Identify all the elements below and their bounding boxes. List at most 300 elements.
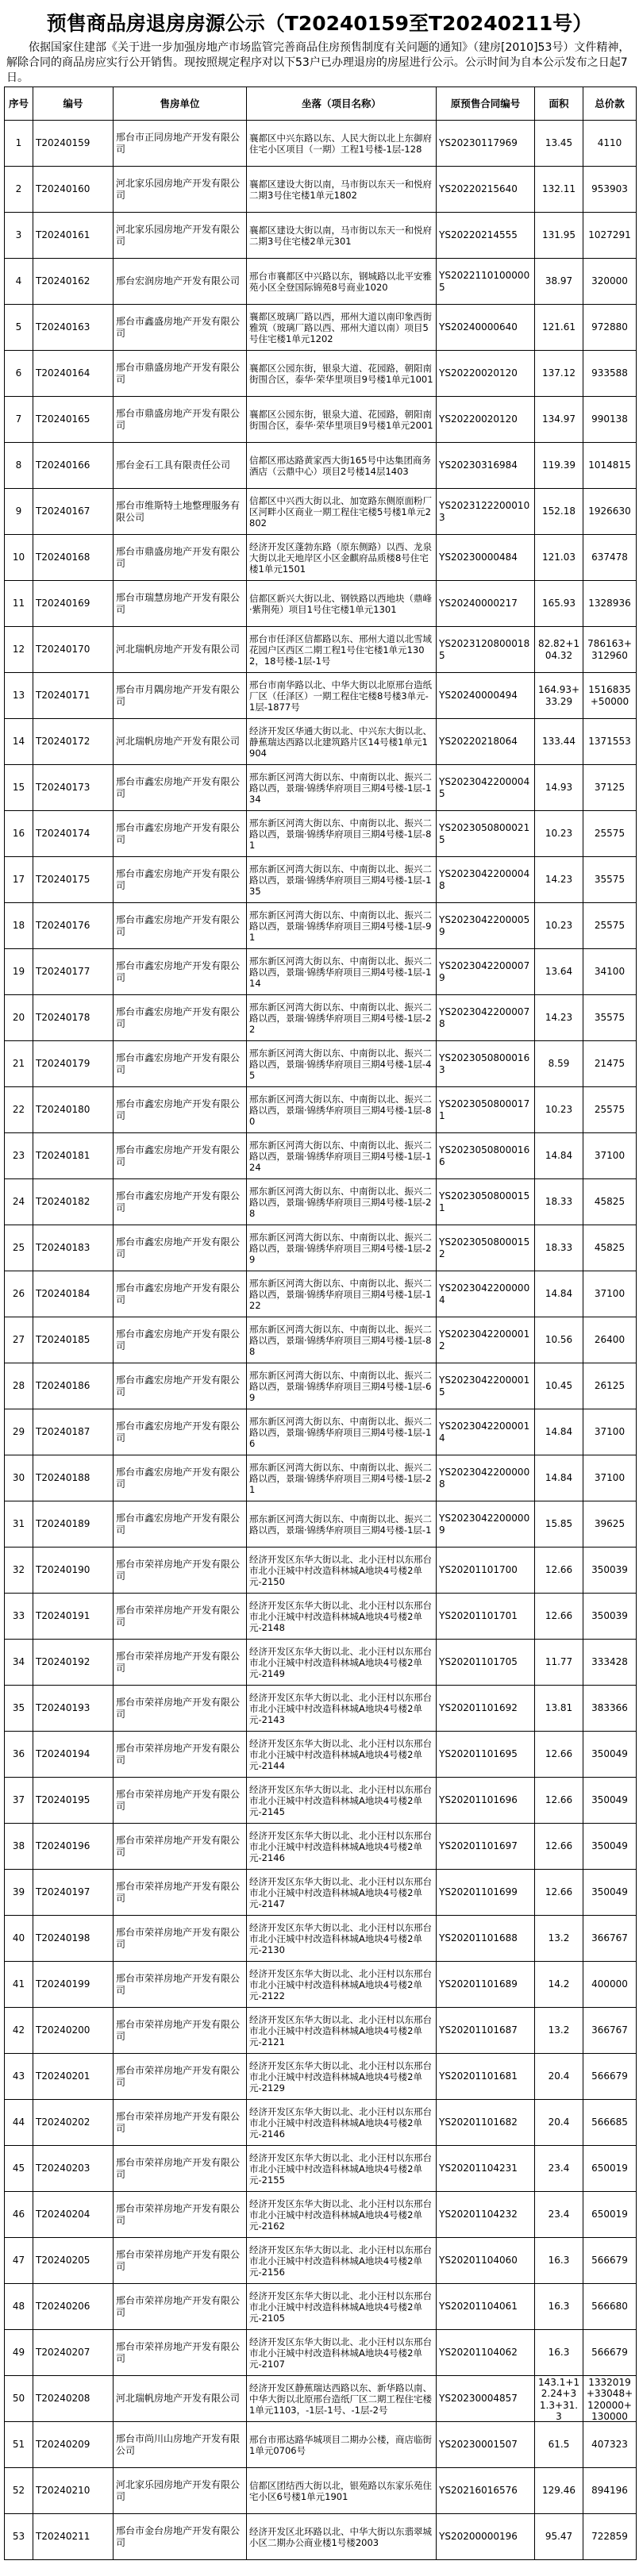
cell-contract-text: YS20230422000045 <box>439 776 530 799</box>
table-row <box>5 1548 637 1594</box>
cell-price <box>583 2330 637 2376</box>
cell-location-text: 经济开发区东华大街以北、北小汪村以东邢台市北小汪城中村改造科林城A地块4号楼2单元-2148 <box>249 1599 432 1633</box>
cell-contract <box>437 1133 535 1179</box>
cell-area <box>535 2192 583 2238</box>
cell-code-text: T20240175 <box>36 874 90 886</box>
cell-price-text: 894196 <box>591 2485 628 2497</box>
cell-seller-text: 邢台市月隅房地产开发有限公司 <box>116 684 241 707</box>
cell-price <box>583 121 637 167</box>
cell-seq-text: 29 <box>12 1426 25 1438</box>
cell-location-text: 经济开发区东华大街以北、北小汪村以东邢台市北小汪城中村改造科林城A地块4号楼2单元-2146 <box>249 1829 432 1863</box>
cell-location <box>247 1870 437 1916</box>
cell-price-text: 383366 <box>591 1702 628 1714</box>
cell-area-text: 95.47 <box>545 2531 573 2543</box>
cell-seq-text: 26 <box>12 1288 25 1300</box>
cell-seller-text: 邢台市鑫宏房地产开发有限公司 <box>116 1467 241 1490</box>
cell-area-text: 14.2 <box>548 1978 570 1990</box>
cell-seller <box>114 2514 247 2560</box>
cell-area <box>535 1225 583 1271</box>
cell-location-text: 经济开发区东华大街以北、北小汪村以东邢台市北小汪城中村改造科林城A地块4号楼2单元-2150 <box>249 1553 432 1587</box>
cell-seq-text: 43 <box>12 2070 25 2082</box>
cell-seller-text: 邢台市鑫宏房地产开发有限公司 <box>116 868 241 891</box>
cell-location <box>247 811 437 857</box>
cell-contract-text: YS20230422000079 <box>439 960 530 983</box>
cell-seller-text: 邢台市鑫宏房地产开发有限公司 <box>116 1513 241 1536</box>
cell-contract <box>437 765 535 811</box>
cell-seq <box>5 2192 33 2238</box>
cell-code-text: T20240192 <box>36 1656 90 1668</box>
header-row <box>5 87 637 121</box>
cell-contract-text: YS20230508000171 <box>439 1098 530 1121</box>
cell-seq-text: 1 <box>15 137 22 149</box>
cell-location <box>247 903 437 949</box>
cell-seq-text: 45 <box>12 2163 25 2174</box>
cell-contract <box>437 1455 535 1501</box>
cell-code-text: T20240190 <box>36 1564 90 1576</box>
cell-area <box>535 1778 583 1824</box>
cell-area-text: 61.5 <box>548 2439 570 2451</box>
cell-code-text: T20240181 <box>36 1150 90 1162</box>
cell-seller-text: 邢台宏润房地产开发有限公司 <box>116 275 241 287</box>
cell-location <box>247 673 437 719</box>
cell-area-text: 134.97 <box>542 413 575 425</box>
table-row <box>5 1594 637 1640</box>
cell-area-text: 14.23 <box>545 874 573 886</box>
cell-location-text: 邢东新区河湾大街以东、中南街以北、振兴二路以西，景瑞·锦绣华府项目三期4号楼-1层-80 <box>249 1093 432 1127</box>
cell-seq-text: 22 <box>12 1104 25 1116</box>
cell-contract-text: YS20201104060 <box>439 2255 518 2266</box>
cell-contract-text: YS20201101705 <box>439 1656 518 1668</box>
cell-price <box>583 2514 637 2560</box>
cell-location <box>247 1179 437 1225</box>
cell-price <box>583 213 637 259</box>
cell-contract <box>437 1962 535 2008</box>
cell-location-text: 襄都区建设大街以南，马市街以东天一和悦府二期3号住宅楼2单元301 <box>249 224 432 247</box>
cell-location <box>247 1271 437 1317</box>
cell-seller-text: 邢台市鑫盛房地产开发有限公司 <box>116 316 241 339</box>
cell-location <box>247 2238 437 2284</box>
cell-price-text: 45825 <box>594 1196 626 1208</box>
cell-area-text: 14.93 <box>545 782 573 794</box>
cell-contract <box>437 2284 535 2330</box>
cell-seller-text: 邢台市鑫宏房地产开发有限公司 <box>116 776 241 799</box>
cell-code-text: T20240189 <box>36 1518 90 1530</box>
cell-seq-text: 5 <box>15 321 22 333</box>
cell-code-text: T20240164 <box>36 367 90 379</box>
cell-area <box>535 1409 583 1455</box>
cell-location <box>247 581 437 627</box>
cell-seq-text: 20 <box>12 1012 25 1024</box>
cell-location-text: 经济开发区东华大街以北、北小汪村以东邢台市北小汪城中村改造科林城A地块4号楼2单元-2130 <box>249 1921 432 1955</box>
cell-price <box>583 1548 637 1594</box>
cell-seller-text: 邢台市鑫宏房地产开发有限公司 <box>116 822 241 845</box>
cell-price-text: 1926630 <box>588 506 631 517</box>
cell-seller <box>114 2330 247 2376</box>
cell-price-text: 35575 <box>594 874 626 886</box>
table-row <box>5 1041 637 1087</box>
cell-code-text: T20240196 <box>36 1840 90 1852</box>
cell-area <box>535 397 583 443</box>
cell-price <box>583 2422 637 2468</box>
cell-area-text: 12.66 <box>545 1564 573 1576</box>
cell-price <box>583 1962 637 2008</box>
cell-price-text: 650019 <box>591 2163 628 2174</box>
table-row <box>5 397 637 443</box>
cell-seller <box>114 1916 247 1962</box>
cell-location <box>247 1363 437 1409</box>
cell-price <box>583 1133 637 1179</box>
cell-area <box>535 167 583 213</box>
cell-code <box>33 1501 114 1548</box>
cell-location <box>247 949 437 995</box>
cell-seller <box>114 2238 247 2284</box>
cell-location-text: 邢东新区河湾大街以东、中南街以北、振兴二路以西，景瑞·锦绣华府项目三期4号楼-1层-28 <box>249 1185 432 1219</box>
cell-seq-text: 53 <box>12 2531 25 2543</box>
cell-price-text: 566679 <box>591 2255 628 2266</box>
table-row <box>5 903 637 949</box>
cell-price-text: 25575 <box>594 920 626 932</box>
cell-price <box>583 2054 637 2100</box>
cell-price-text: 566679 <box>591 2347 628 2359</box>
cell-seller <box>114 995 247 1041</box>
cell-price <box>583 2008 637 2054</box>
table-row <box>5 949 637 995</box>
cell-location-text: 邢东新区河湾大街以东、中南街以北、振兴二路以西，景瑞·锦绣华府项目三期4号楼-1层-88 <box>249 1323 432 1357</box>
cell-contract <box>437 1501 535 1548</box>
cell-location <box>247 1041 437 1087</box>
cell-seller <box>114 1686 247 1732</box>
table-row <box>5 1778 637 1824</box>
cell-code <box>33 581 114 627</box>
cell-location <box>247 351 437 397</box>
cell-price-text: 26125 <box>594 1380 626 1392</box>
cell-area <box>535 1870 583 1916</box>
column-header-seller: 售房单位 <box>114 87 247 121</box>
cell-location <box>247 2422 437 2468</box>
cell-location-text: 信都区团结西大街以北，银苑路以东家乐苑住宅小区6号楼1单元1901 <box>249 2479 432 2502</box>
cell-area-text: 23.4 <box>548 2163 570 2174</box>
cell-location-text: 邢台市邢达路华城项目二期办公楼，商店临街1单元0706号 <box>249 2433 432 2456</box>
cell-location-text: 经济开发区东华大街以北、北小汪村以东邢台市北小汪城中村改造科林城A地块4号楼2单元-2156 <box>249 2243 432 2278</box>
column-header-price: 总价款 <box>583 87 637 121</box>
cell-contract-text: YS20201104231 <box>439 2163 518 2174</box>
cell-area-text: 14.23 <box>545 1012 573 1024</box>
cell-contract-text: YS20230508000163 <box>439 1052 530 1075</box>
cell-seq <box>5 903 33 949</box>
cell-contract-text: YS20230117969 <box>439 137 518 149</box>
cell-contract <box>437 305 535 351</box>
cell-contract-text: YS20230422000009 <box>439 1513 530 1536</box>
cell-price-text: 25575 <box>594 1104 626 1116</box>
cell-area <box>535 2146 583 2192</box>
cell-area-text: 131.95 <box>542 229 575 241</box>
cell-code <box>33 719 114 765</box>
cell-seller <box>114 1087 247 1133</box>
cell-seller <box>114 1455 247 1501</box>
cell-seller <box>114 1548 247 1594</box>
cell-area-text: 143.1+12.24+31.3+31.3 <box>537 2376 580 2421</box>
cell-area-text: 16.3 <box>548 2255 570 2266</box>
cell-location <box>247 1594 437 1640</box>
cell-area-text: 12.66 <box>545 1748 573 1760</box>
table-row <box>5 2468 637 2514</box>
cell-seq-text: 28 <box>12 1380 25 1392</box>
cell-code <box>33 765 114 811</box>
cell-code-text: T20240172 <box>36 736 90 748</box>
cell-area-text: 132.11 <box>542 183 575 195</box>
cell-seq-text: 15 <box>12 782 25 794</box>
cell-location-text: 邢东新区河湾大街以东、中南街以北、振兴二路以西，景瑞·锦绣华府项目三期4号楼-1层-134 <box>249 771 432 805</box>
cell-seller <box>114 2376 247 2422</box>
cell-contract-text: YS20201101700 <box>439 1564 518 1576</box>
cell-seller <box>114 949 247 995</box>
cell-price <box>583 857 637 903</box>
cell-price <box>583 443 637 489</box>
cell-contract-text: YS20201101701 <box>439 1610 518 1622</box>
cell-area-text: 129.46 <box>542 2485 575 2497</box>
table-row <box>5 719 637 765</box>
cell-area <box>535 443 583 489</box>
cell-area <box>535 1179 583 1225</box>
cell-seq-text: 31 <box>12 1518 25 1530</box>
cell-location <box>247 1225 437 1271</box>
cell-area-text: 119.39 <box>542 459 575 471</box>
cell-location-text: 经济开发区东华大街以北、北小汪村以东邢台市北小汪城中村改造科林城A地块4号楼2单元-2162 <box>249 2197 432 2232</box>
cell-code <box>33 121 114 167</box>
cell-location <box>247 121 437 167</box>
cell-code <box>33 489 114 535</box>
cell-contract-text: YS20230508000151 <box>439 1190 530 1213</box>
cell-seq <box>5 1317 33 1363</box>
cell-seq-text: 52 <box>12 2485 25 2497</box>
cell-area <box>535 305 583 351</box>
cell-price-text: 333428 <box>591 1656 628 1668</box>
cell-price-text: 566680 <box>591 2301 628 2313</box>
cell-contract-text: YS20220218064 <box>439 736 518 748</box>
cell-seq <box>5 1501 33 1548</box>
cell-seq <box>5 949 33 995</box>
cell-seller-text: 邢台市荣祥房地产开发有限公司 <box>116 2295 241 2318</box>
cell-price-text: 972880 <box>591 321 628 333</box>
table-row <box>5 1640 637 1686</box>
cell-seller-text: 邢台市鑫宏房地产开发有限公司 <box>116 1144 241 1167</box>
cell-location-text: 信都区邢达路黄家西大街165号中达集团商务酒店（云鼎中心）项目2号楼14层1403 <box>249 454 431 477</box>
table-row <box>5 1087 637 1133</box>
cell-price <box>583 949 637 995</box>
cell-seq <box>5 1548 33 1594</box>
cell-seller-text: 邢台市荣祥房地产开发有限公司 <box>116 1743 241 1766</box>
cell-location-text: 襄都区中兴东路以东、人民大街以北上东御府住宅小区项目（一期）工程1号楼-1层-128 <box>249 132 432 155</box>
cell-code-text: T20240195 <box>36 1794 90 1806</box>
cell-area-text: 121.61 <box>542 321 575 333</box>
cell-contract-text: YS20201101692 <box>439 1702 518 1714</box>
cell-seller-text: 邢台市瑞慧房地产开发有限公司 <box>116 592 241 615</box>
cell-price <box>583 1225 637 1271</box>
cell-seller <box>114 2100 247 2146</box>
cell-location <box>247 1455 437 1501</box>
cell-contract <box>437 2192 535 2238</box>
cell-area <box>535 1824 583 1870</box>
cell-area-text: 16.3 <box>548 2347 570 2359</box>
cell-price-text: 1332019+33048+120000+130000 <box>586 2376 633 2421</box>
cell-contract <box>437 1686 535 1732</box>
cell-price-text: 37100 <box>594 1426 626 1438</box>
cell-seq <box>5 2054 33 2100</box>
cell-seller-text: 邢台市荣祥房地产开发有限公司 <box>116 1559 241 1582</box>
cell-area-text: 18.33 <box>545 1196 573 1208</box>
column-header-seq: 序号 <box>5 87 33 121</box>
cell-area-text: 10.23 <box>545 1104 573 1116</box>
cell-code-text: T20240193 <box>36 1702 90 1714</box>
page-title: 预售商品房退房房源公示（T20240159至T20240211号） <box>46 12 593 35</box>
cell-seq <box>5 397 33 443</box>
cell-seq-text: 38 <box>12 1840 25 1852</box>
cell-location <box>247 995 437 1041</box>
cell-price <box>583 1409 637 1455</box>
cell-price <box>583 2192 637 2238</box>
cell-seq-text: 16 <box>12 828 25 840</box>
cell-contract-text: YS20240000217 <box>439 598 518 609</box>
cell-code-text: T20240167 <box>36 506 90 517</box>
cell-seq <box>5 581 33 627</box>
table-row <box>5 535 637 581</box>
cell-price-text: 350049 <box>591 1840 628 1852</box>
cell-seq-text: 6 <box>15 367 22 379</box>
cell-code-text: T20240209 <box>36 2439 90 2451</box>
table-row <box>5 1363 637 1409</box>
cell-seq <box>5 2238 33 2284</box>
table-row <box>5 1824 637 1870</box>
cell-area-text: 38.97 <box>545 275 573 287</box>
cell-area-text: 152.18 <box>542 506 575 517</box>
cell-area <box>535 1041 583 1087</box>
cell-area <box>535 1363 583 1409</box>
cell-seq <box>5 1870 33 1916</box>
cell-seller <box>114 1640 247 1686</box>
cell-contract-text: YS20201101682 <box>439 2117 518 2128</box>
cell-area-text: 16.3 <box>548 2301 570 2313</box>
cell-code-text: T20240185 <box>36 1334 90 1346</box>
cell-area-text: 13.45 <box>545 137 573 149</box>
cell-location <box>247 305 437 351</box>
cell-location <box>247 2192 437 2238</box>
cell-seq-text: 4 <box>15 275 22 287</box>
cell-price-text: 39625 <box>594 1518 626 1530</box>
cell-seq <box>5 2514 33 2560</box>
cell-contract <box>437 719 535 765</box>
cell-price-text: 933588 <box>591 367 628 379</box>
cell-seller <box>114 443 247 489</box>
cell-price <box>583 1271 637 1317</box>
cell-code-text: T20240191 <box>36 1610 90 1622</box>
cell-area <box>535 995 583 1041</box>
cell-contract <box>437 627 535 673</box>
cell-contract-text: YS20201104232 <box>439 2209 518 2220</box>
cell-price-text: 1014815 <box>588 459 631 471</box>
cell-code <box>33 1870 114 1916</box>
cell-price <box>583 581 637 627</box>
cell-location <box>247 2376 437 2422</box>
cell-contract-text: YS20216016576 <box>439 2485 518 2497</box>
cell-code-text: T20240174 <box>36 828 90 840</box>
cell-seq <box>5 857 33 903</box>
cell-seq <box>5 535 33 581</box>
cell-seller <box>114 489 247 535</box>
cell-price-text: 4110 <box>597 137 622 149</box>
cell-code <box>33 1087 114 1133</box>
cell-code <box>33 2284 114 2330</box>
cell-seq-text: 18 <box>12 920 25 932</box>
cell-area <box>535 121 583 167</box>
cell-seller <box>114 2468 247 2514</box>
cell-seq <box>5 1271 33 1317</box>
cell-seq <box>5 811 33 857</box>
cell-seller-text: 邢台市荣祥房地产开发有限公司 <box>116 1927 241 1950</box>
cell-area <box>535 949 583 995</box>
cell-area-text: 12.66 <box>545 1610 573 1622</box>
cell-price <box>583 903 637 949</box>
cell-contract <box>437 581 535 627</box>
cell-area-text: 14.84 <box>545 1288 573 1300</box>
cell-seq <box>5 1732 33 1778</box>
table-row <box>5 2238 637 2284</box>
cell-contract <box>437 949 535 995</box>
cell-seq-text: 33 <box>12 1610 25 1622</box>
cell-location-text: 襄都区建设大街以南，马市街以东天一和悦府二期3号住宅楼1单元1802 <box>249 178 432 201</box>
cell-seller <box>114 903 247 949</box>
cell-code <box>33 305 114 351</box>
cell-seller <box>114 1225 247 1271</box>
cell-contract <box>437 1778 535 1824</box>
cell-code-text: T20240187 <box>36 1426 90 1438</box>
cell-price-text: 400000 <box>591 1978 628 1990</box>
cell-area <box>535 2284 583 2330</box>
cell-code <box>33 1640 114 1686</box>
cell-location <box>247 1732 437 1778</box>
cell-seller-text: 邢台市荣祥房地产开发有限公司 <box>116 2249 241 2272</box>
cell-location <box>247 2330 437 2376</box>
cell-price <box>583 1732 637 1778</box>
cell-contract-text: YS20201104062 <box>439 2347 518 2359</box>
cell-contract-text: YS20230422000015 <box>439 1375 530 1398</box>
cell-location-text: 邢东新区河湾大街以东、中南街以北、振兴二路以西，景瑞·锦绣华府项目三期4号楼-1层-29 <box>249 1231 432 1265</box>
cell-contract-text: YS20201101687 <box>439 2024 518 2036</box>
cell-area <box>535 1686 583 1732</box>
cell-code-text: T20240197 <box>36 1886 90 1898</box>
cell-area <box>535 903 583 949</box>
cell-seq <box>5 2146 33 2192</box>
cell-price-text: 350039 <box>591 1610 628 1622</box>
table-row <box>5 2100 637 2146</box>
cell-code <box>33 167 114 213</box>
table-row <box>5 1870 637 1916</box>
cell-code <box>33 443 114 489</box>
table-row <box>5 2376 637 2422</box>
cell-code <box>33 1778 114 1824</box>
cell-location <box>247 259 437 305</box>
cell-seq <box>5 1087 33 1133</box>
table-row <box>5 2008 637 2054</box>
cell-seller-text: 河北瑞帆房地产开发有限公司 <box>116 2393 241 2405</box>
cell-price <box>583 673 637 719</box>
cell-contract-text: YS20230422000048 <box>439 868 530 891</box>
cell-price <box>583 1640 637 1686</box>
cell-area-text: 10.45 <box>545 1380 573 1392</box>
cell-area-text: 10.56 <box>545 1334 573 1346</box>
cell-seq <box>5 1179 33 1225</box>
cell-contract-text: YS20230004857 <box>439 2393 518 2405</box>
cell-area-text: 165.93 <box>542 598 575 609</box>
